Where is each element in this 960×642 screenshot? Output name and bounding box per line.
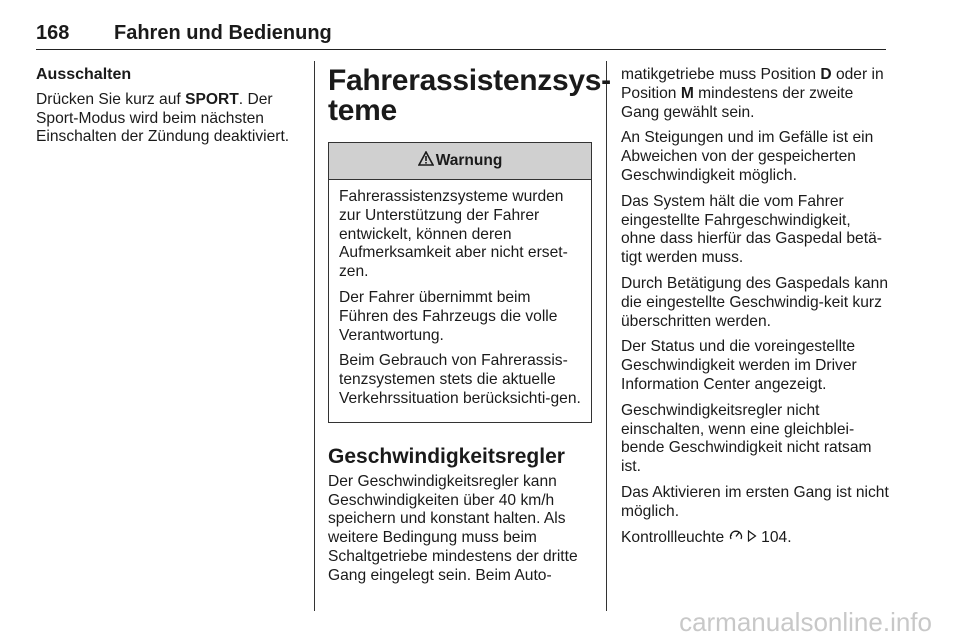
text-run: matikgetriebe muss Position — [621, 66, 821, 83]
heading-ausschalten: Ausschalten — [36, 66, 132, 83]
warning-body — [329, 180, 591, 422]
chapter-title — [328, 64, 611, 127]
warning-header — [329, 143, 591, 180]
warning-label: Warnung — [435, 151, 503, 169]
warning-paragraph: Beim Gebrauch von Fahrerassis-tenzsystemen stets die aktuelle Verkehrssituation berücksichti-gen. — [339, 352, 581, 407]
control-light-reference — [621, 529, 889, 548]
header-rule — [36, 49, 886, 50]
warning-paragraph: Der Fahrer übernimmt beim Führen des Fahrzeugs die volle Verantwortung. — [339, 288, 558, 344]
chapter-title-line-1: Fahrerassistenzsys- — [328, 64, 611, 97]
watermark: carmanualsonline.info — [679, 607, 932, 637]
column-3 — [621, 66, 889, 554]
page-reference-arrow-icon — [747, 529, 757, 548]
text-run: oder in Position — [621, 66, 884, 102]
column-divider-2 — [606, 61, 607, 611]
sport-button-label: SPORT — [185, 90, 239, 108]
text-run: mindestens der zweite Gang gewählt sein. — [621, 84, 854, 121]
body-paragraph: Durch Betätigung des Gaspedals kann die eingestellte Geschwindig-keit kurz überschritten werden. — [621, 274, 888, 330]
text-run: Drücken Sie kurz auf — [36, 90, 186, 108]
body-paragraph: An Steigungen und im Gefälle ist ein Abweichen von der gespeicherten Geschwindigkeit möglich. — [621, 129, 874, 184]
gear-m-label: M — [680, 84, 694, 102]
ausschalten-paragraph — [36, 91, 306, 147]
body-paragraph: Das System hält die vom Fahrer eingestellte Fahrgeschwindigkeit, ohne dass hierfür das Gaspedal betä-tigt werden muss. — [621, 192, 882, 267]
chapter-title-line-2: teme — [328, 94, 397, 127]
text-run: Kontrollleuchte — [621, 528, 729, 546]
page-reference-number: 104. — [756, 528, 792, 546]
cruise-control-icon — [729, 529, 743, 548]
warning-paragraph: Fahrerassistenzsysteme wurden zur Unterstützung der Fahrer entwickelt, können deren Aufmerksamkeit aber nicht erset-zen. — [339, 188, 568, 281]
body-paragraph: Der Status und die voreingestellte Geschwindigkeit werden im Driver Information Center angezeigt. — [621, 338, 857, 393]
body-paragraph: Das Aktivieren im ersten Gang ist nicht möglich. — [621, 483, 889, 520]
section-title: Fahren und Bedienung — [114, 22, 332, 44]
warning-triangle-icon — [418, 151, 434, 172]
subheading-geschwindigkeitsregler: Geschwindigkeitsregler — [328, 444, 565, 468]
body-paragraph: Der Geschwindigkeitsregler kann Geschwindigkeiten über 40 km/h speichern und konstant halten. Als weitere Bedingung muss beim Schaltgetriebe mindestens der dritte Gang eingelegt sein. Beim Auto- — [328, 472, 578, 584]
page-number: 168 — [36, 22, 70, 44]
body-paragraph: Geschwindigkeitsregler nicht einschalten, wenn eine gleichblei-bende Geschwindigkeit nicht ratsam ist. — [621, 401, 872, 476]
gear-d-label: D — [820, 66, 832, 83]
column-divider-1 — [314, 61, 315, 611]
column-2 — [328, 64, 611, 593]
text-run: . Der Sport-Modus wird beim nächsten Einschalten der Zündung deaktiviert. — [36, 90, 290, 146]
warning-box — [328, 142, 592, 423]
column-1 — [36, 66, 306, 154]
gear-position-paragraph — [621, 66, 889, 122]
